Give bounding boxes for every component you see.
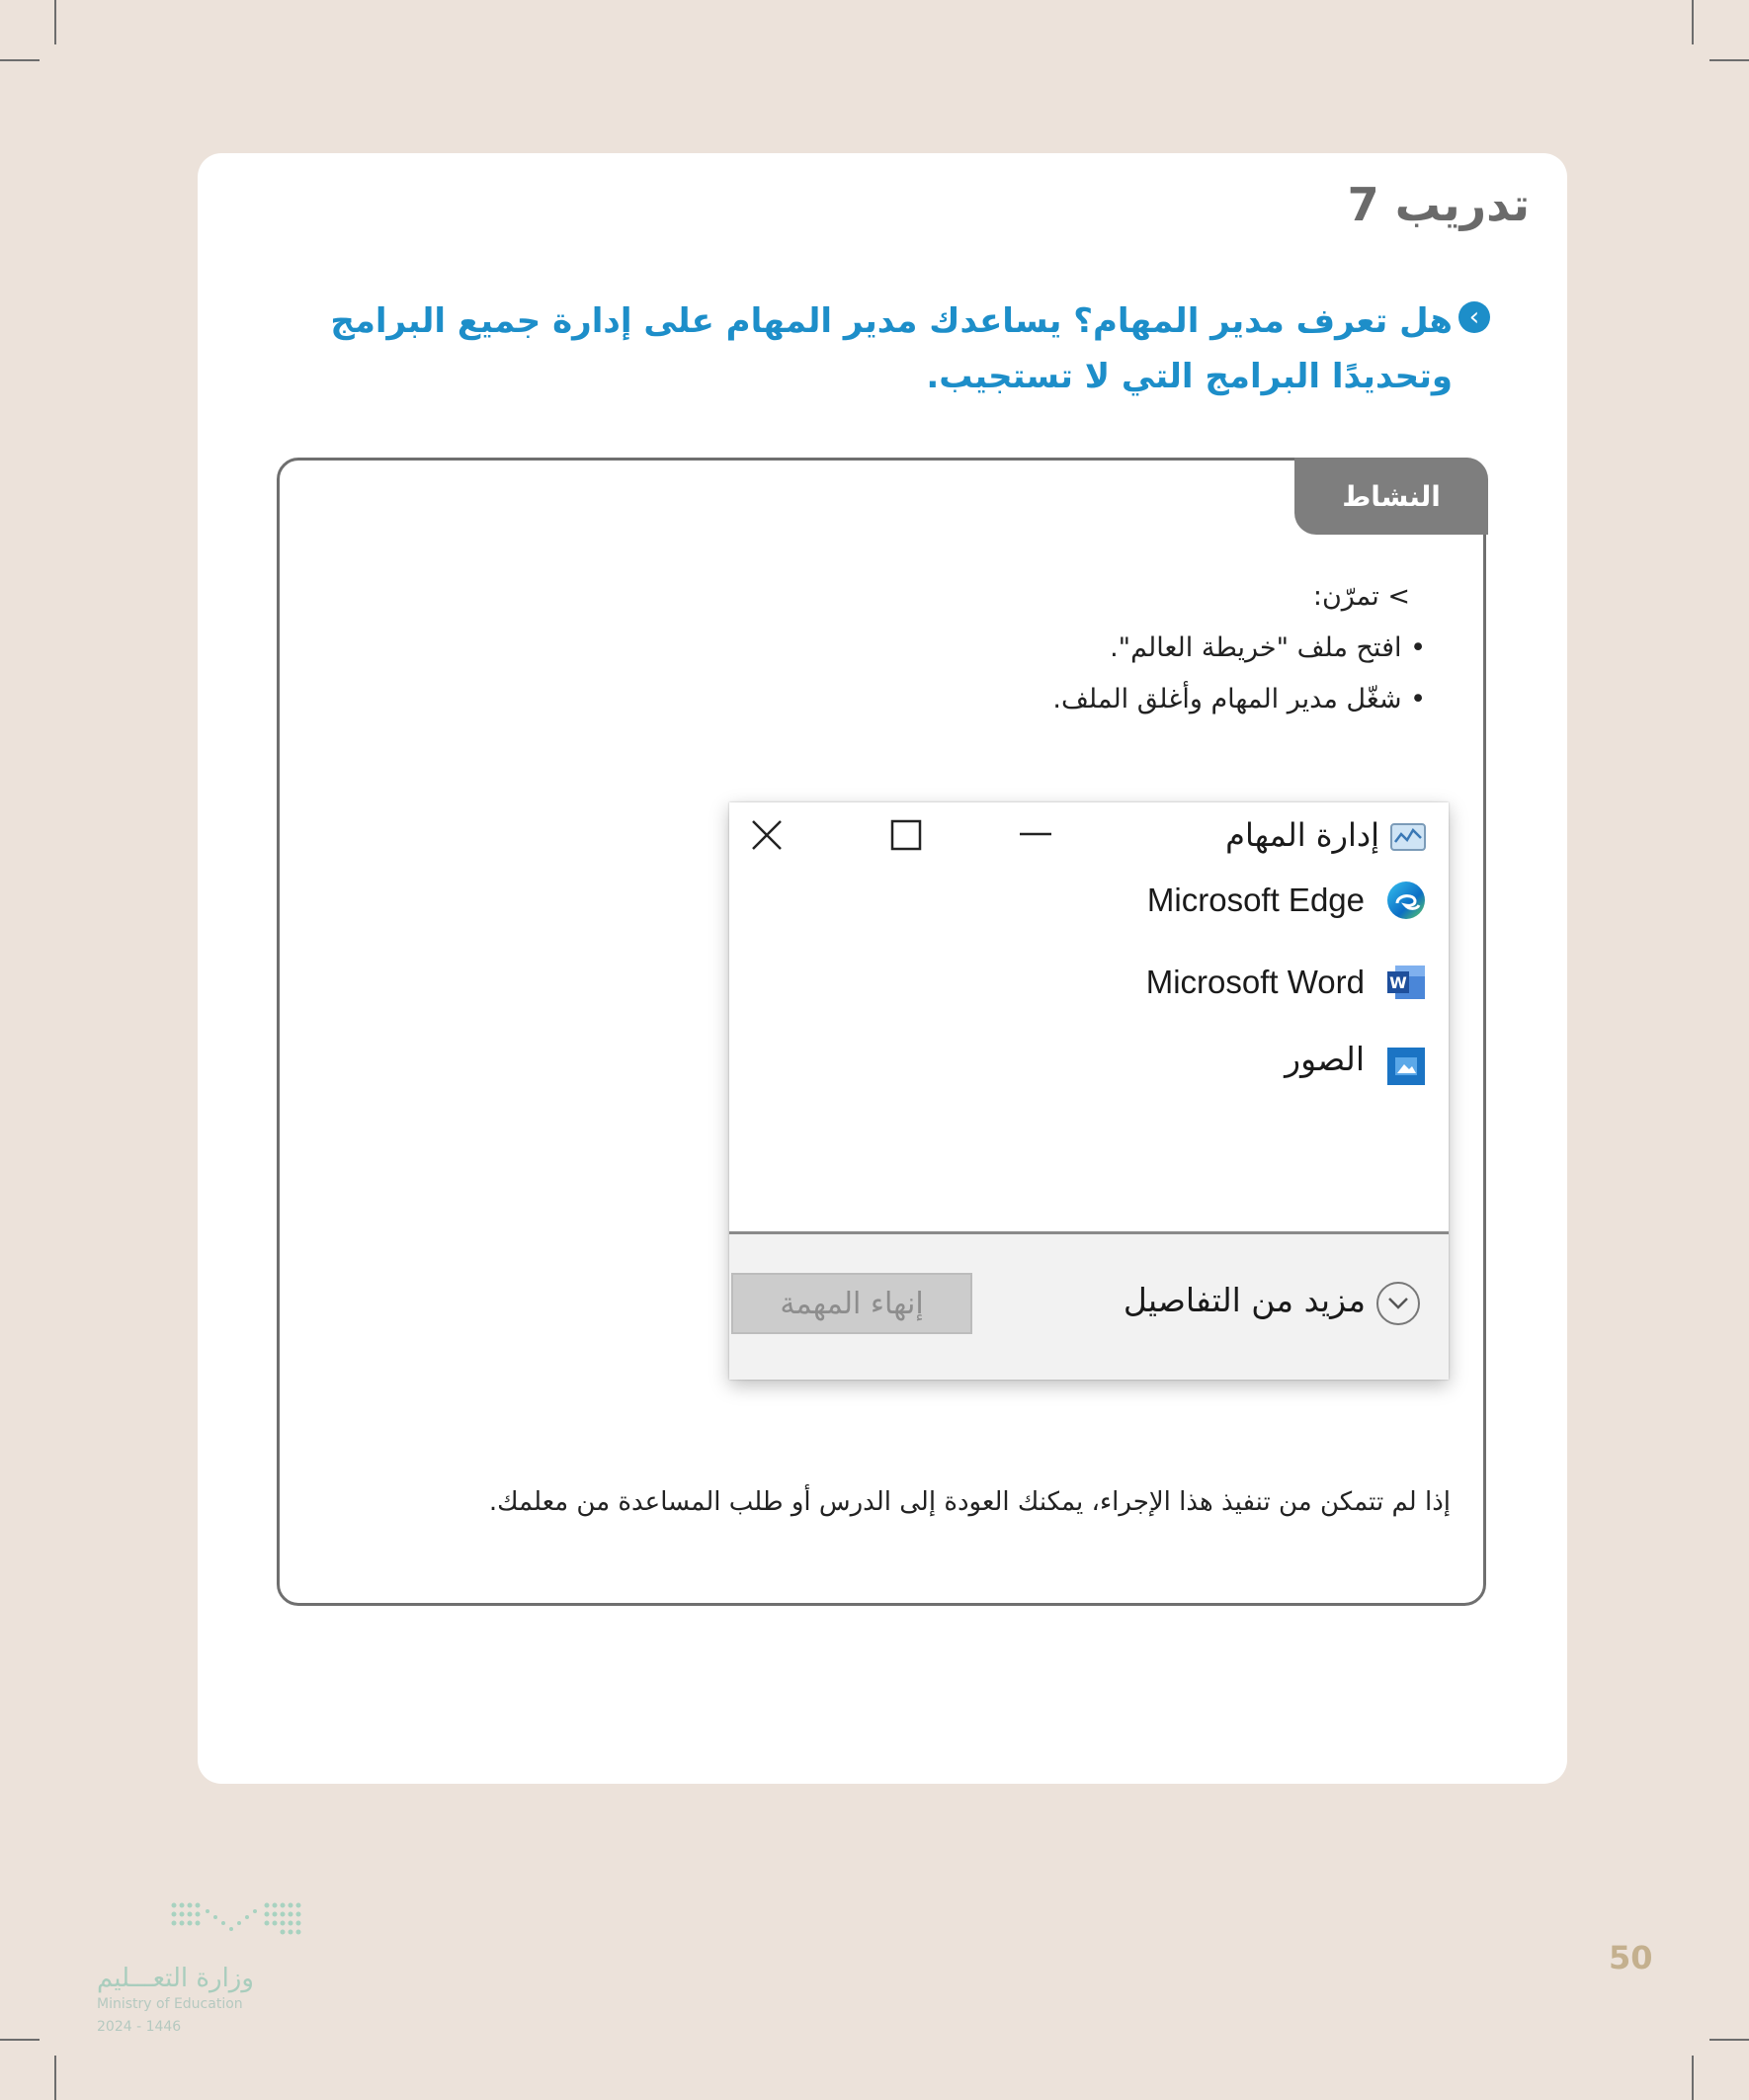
photos-icon <box>1385 1046 1427 1087</box>
ministry-name-ar: وزارة التعـــليم <box>97 1964 254 1993</box>
app-name: Microsoft Edge <box>1146 882 1365 918</box>
help-note: إذا لم تتمكن من تنفيذ هذا الإجراء، يمكنك العودة إلى الدرس أو طلب المساعدة من معلمك. <box>488 1487 1451 1517</box>
ministry-name-en: Ministry of Education <box>97 1996 243 2012</box>
app-name: الصور <box>1285 1040 1365 1078</box>
minimize-icon[interactable] <box>1018 826 1053 842</box>
chevron-down-icon <box>1387 1297 1409 1310</box>
crop-mark <box>0 59 40 61</box>
exercise-title: تدريب 7 <box>1347 178 1530 231</box>
app-row-word[interactable] <box>729 946 1449 1025</box>
app-row-edge[interactable] <box>729 864 1449 943</box>
chevron-left-icon: ‹ <box>1458 301 1490 333</box>
app-row-photos[interactable] <box>729 1028 1449 1107</box>
window-title: إدارة المهام <box>1225 816 1379 854</box>
more-details-link[interactable]: مزيد من التفاصيل <box>1123 1281 1366 1319</box>
crop-mark <box>1709 2039 1749 2041</box>
ministry-logo-icon <box>168 1897 326 1945</box>
bullet-item: • شغّل مدير المهام وأغلق الملف. <box>1052 684 1426 714</box>
question-text: هل تعرف مدير المهام؟ يساعدك مدير المهام على إدارة جميع البرامج وتحديدًا البرامج التي لا تستجيب. <box>330 301 1453 396</box>
crop-mark <box>1692 0 1694 44</box>
app-name: Microsoft Word <box>1145 964 1365 1000</box>
task-manager-icon <box>1389 820 1427 854</box>
crop-mark <box>0 2039 40 2041</box>
activity-tab: النشاط <box>1294 458 1488 535</box>
more-details-toggle[interactable] <box>1376 1282 1420 1325</box>
practice-label: > تمرّن: <box>1312 581 1410 612</box>
crop-mark <box>1692 2056 1694 2100</box>
bullet-item: • افتح ملف "خريطة العالم". <box>1110 632 1426 663</box>
svg-text:W: W <box>1389 973 1407 992</box>
crop-mark <box>1709 59 1749 61</box>
close-icon[interactable] <box>751 819 783 851</box>
crop-mark <box>54 0 56 44</box>
word-icon <box>1385 962 1427 1003</box>
task-manager-window <box>729 802 1449 1380</box>
edge-icon <box>1385 880 1427 921</box>
page-number: 50 <box>1609 1939 1653 1976</box>
crop-mark <box>54 2056 56 2100</box>
edition-year: 2024 - 1446 <box>97 2019 182 2035</box>
end-task-button[interactable]: إنهاء المهمة <box>731 1273 972 1334</box>
maximize-icon[interactable] <box>890 819 922 851</box>
